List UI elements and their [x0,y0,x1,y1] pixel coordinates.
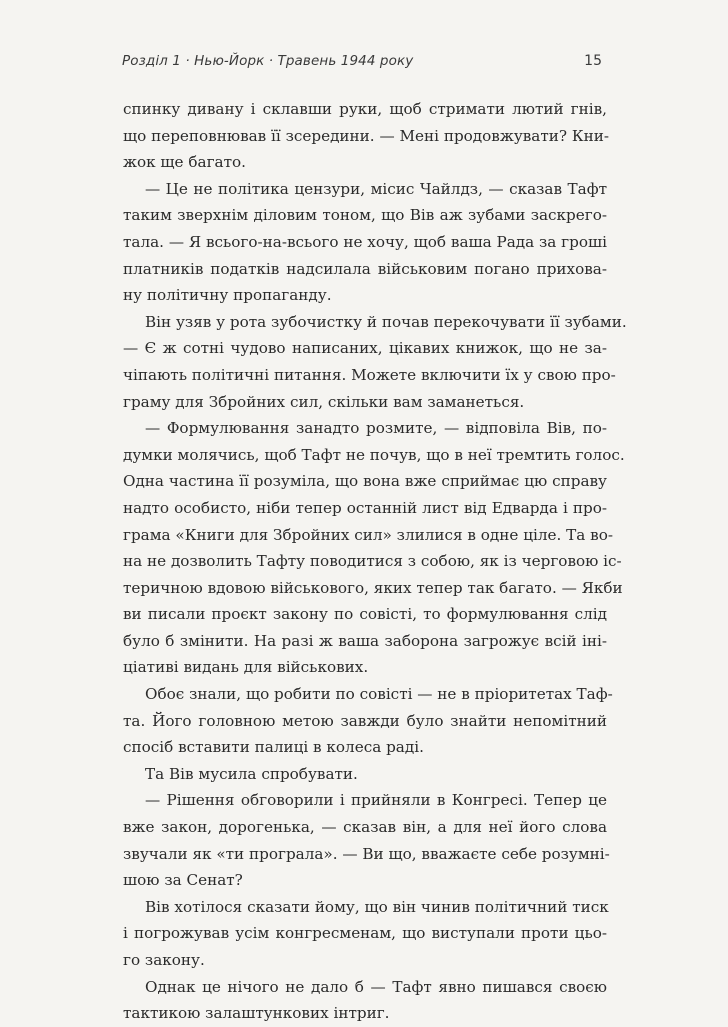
text-line: спосіб вставити палиці в колеса раді. [123,738,424,757]
text-line: таким зверхнім діловим тоном, що Вів аж зубами заскрего- [123,206,607,225]
page-header [122,53,602,75]
text-line: вже закон, дорогенька, — сказав він, а для неї його слова [123,818,607,837]
text-line: — Рішення обговорили і прийняли в Конгресі. Тепер це [145,791,607,810]
body-text [123,96,627,1027]
text-line: го закону. [123,951,205,969]
text-line: ну політичну пропаганду. [123,286,332,305]
text-line: надто особисто, ніби тепер останній лист від Едварда і про- [123,498,607,517]
text-line: було б змінити. На разі ж ваша заборона загрожує всій іні- [123,631,607,650]
text-line: звучали як «ти програла». — Ви що, вважаєте себе розумні- [123,844,610,863]
text-line: тала. — Я всього-на-всього не хочу, щоб ваша Рада за гроші [123,232,607,251]
text-line: грама «Книги для Збройних сил» злилися в одне ціле. Та во- [123,525,613,544]
page-number: 15 [584,53,602,69]
text-line: — Це не політика цензури, місис Чайлдз, — сказав Тафт [145,179,607,198]
text-line: чіпають політичні питання. Можете включити їх у свою про- [123,365,616,384]
running-head: Розділ 1 · Нью-Йорк · Травень 1944 року [122,53,414,69]
text-line: теричною вдовою військового, яких тепер так багато. — Якби [123,578,623,597]
text-line: ви писали проєкт закону по совісті, то формулювання слід [123,605,607,624]
text-line: граму для Збройних сил, скільки вам заманеться. [123,392,525,411]
text-line: Одна частина її розуміла, що вона вже сприймає цю справу [123,472,607,491]
text-line: та. Його головною метою завжди було знайти непомітний [123,711,607,730]
text-line: що переповнював її зсередини. — Мені продовжувати? Кни- [123,126,609,145]
text-line: на не дозволить Тафту поводитися з собою, як із черговою іс- [123,552,622,571]
text-line: і погрожував усім конгресменам, що виступали проти цьо- [123,924,607,943]
text-line: платників податків надсилала військовим погано прихова- [123,259,607,278]
text-line: Та Вів мусила спробувати. [145,764,358,783]
text-line: — Формулювання занадто розмите, — відповіла Вів, по- [145,419,607,438]
text-line: — Є ж сотні чудово написаних, цікавих книжок, що не за- [123,339,607,358]
text-line: ціативі видань для військових. [123,658,369,677]
text-line: Однак це нічого не дало б — Тафт явно пишався своєю [145,977,607,996]
text-line: жок ще багато. [123,153,246,172]
text-line: думки молячись, щоб Тафт не почув, що в неї тремтить голос. [123,445,625,464]
text-line: шою за Сенат? [123,871,243,890]
text-line: тактикою залаштункових інтриг. [123,1004,390,1023]
text-line: Вів хотілося сказати йому, що він чинив політичний тиск [145,897,609,916]
text-line: спинку дивану і склавши руки, щоб стримати лютий гнів, [123,100,607,118]
text-line: Він узяв у рота зубочистку й почав перекочувати її зубами. [145,312,627,331]
text-line: Обоє знали, що робити по совісті — не в пріоритетах Таф- [145,685,613,704]
